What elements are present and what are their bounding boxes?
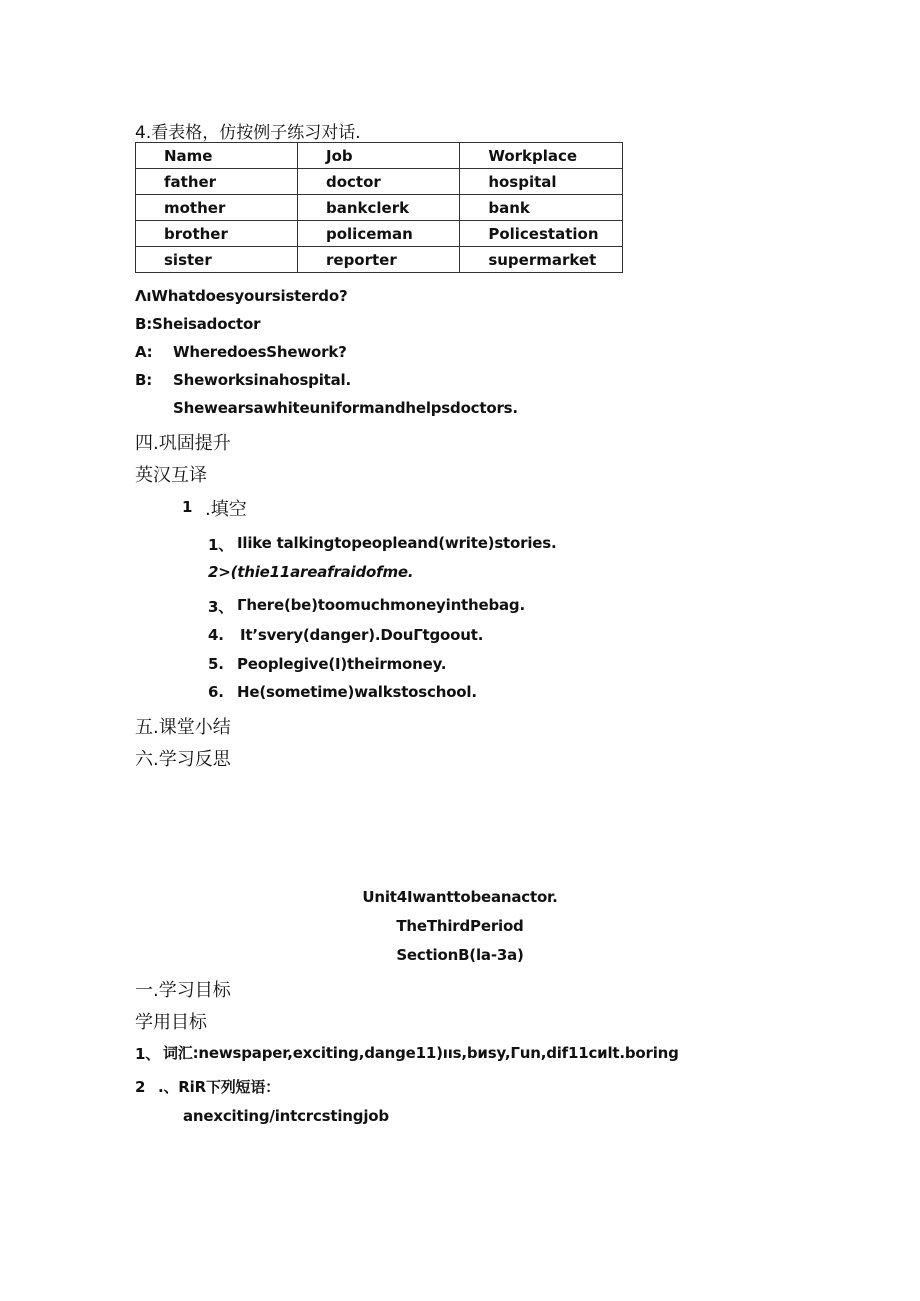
fill-blank-title: .填空 <box>205 499 247 520</box>
table-header: Workplace <box>460 143 623 169</box>
table-header: Job <box>298 143 460 169</box>
vocab-line: 词汇:newspaper,exciting,dange11)ııs,bиsy,Γun,dif11cиlt.boring <box>163 1044 679 1062</box>
table-cell: reporter <box>298 247 460 273</box>
phrase-example: anexciting/intcrcstingjob <box>183 1107 389 1125</box>
phrase-number: 2 <box>135 1078 146 1096</box>
unit-title: Unit4Iwanttobeanactor. <box>362 888 558 906</box>
dialogue-line: ΛıWhatdoesyoursisterdo? <box>135 287 348 305</box>
exercise-item: It’svery(danger).DouΓtgoout. <box>240 626 484 644</box>
table-cell: policeman <box>298 221 460 247</box>
item-number: 3、 <box>208 598 234 616</box>
exercise-4-heading: 4.看表格，仿按例子练习对话. <box>135 123 361 143</box>
table-cell: bankclerk <box>298 195 460 221</box>
table-cell: brother <box>136 221 298 247</box>
exercise-item: He(sometime)walkstoschool. <box>237 683 477 701</box>
dialogue-line: B:Sheisadoctor <box>135 315 261 333</box>
goals-heading: 一.学习目标 <box>135 980 231 1001</box>
table-row <box>136 169 623 195</box>
dialogue-line: WheredoesShework? <box>173 343 347 361</box>
exercise-item: Peoplegive(I)theirmoney. <box>237 655 447 673</box>
period-title: TheThirdPeriod <box>396 917 524 935</box>
summary-heading: 五.课堂小结 <box>135 717 231 738</box>
exercise-item: 2>(thie11areafraidofme. <box>208 563 414 581</box>
exercise-item: Ilike talkingtopeopleand(write)stories. <box>237 534 557 552</box>
table-cell: mother <box>136 195 298 221</box>
table-cell: bank <box>460 195 623 221</box>
item-number: 1、 <box>208 536 234 554</box>
item-number: 4. <box>208 626 224 644</box>
item-number: 5. <box>208 655 224 673</box>
table-cell: Policestation <box>460 221 623 247</box>
item-number: 6. <box>208 683 224 701</box>
section-title: SectionB(la-3a) <box>396 946 524 964</box>
table-cell: hospital <box>460 169 623 195</box>
dialogue-speaker: B: <box>135 371 153 389</box>
table-cell: doctor <box>298 169 460 195</box>
table-cell: sister <box>136 247 298 273</box>
dialogue-speaker: A: <box>135 343 153 361</box>
fill-blank-number: 1 <box>182 498 193 516</box>
reflection-heading: 六.学习反思 <box>135 749 231 770</box>
table-header: Name <box>136 143 298 169</box>
dialogue-line: Sheworksinahospital. <box>173 371 351 389</box>
phrase-heading: .、RiR下列短语： <box>158 1078 280 1096</box>
table-header-row <box>136 143 623 169</box>
consolidation-heading: 四.巩固提升 <box>135 433 231 454</box>
table-row <box>136 221 623 247</box>
exercise-item: Γhere(be)toomuchmoneyinthebag. <box>237 596 525 614</box>
dialogue-line: Shewearsawhiteuniformandhelpsdoctors. <box>173 399 518 417</box>
table-row <box>136 247 623 273</box>
table-cell: supermarket <box>460 247 623 273</box>
translation-subheading: 英汉互译 <box>135 465 207 486</box>
vocab-number: 1、 <box>135 1045 161 1063</box>
table-cell: father <box>136 169 298 195</box>
jobs-table <box>135 142 623 273</box>
table-row <box>136 195 623 221</box>
goals-subheading: 学用目标 <box>135 1012 207 1033</box>
